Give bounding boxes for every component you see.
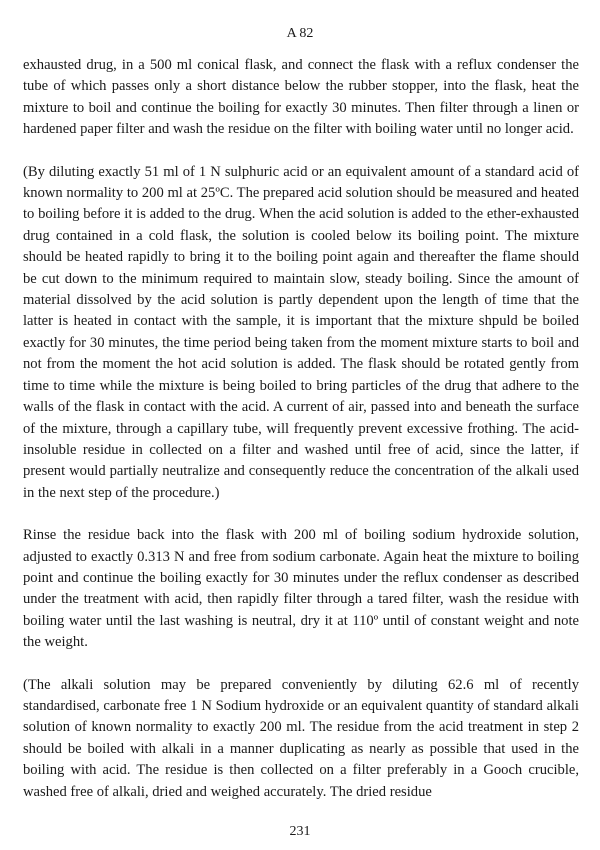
document-body bbox=[23, 55, 579, 824]
page-header-code: A 82 bbox=[286, 26, 314, 41]
paragraph-alkali-treatment-step: Rinse the residue back into the flask with 200 ml of boiling sodium hydroxide solution, adjusted to exactly 0.313 N and free from sodium carbonate. Again heat the mixture to boiling point and continue the boiling exactly for 30 minutes under the reflux condenser as described under the treatment with acid, then rapidly filter through a tared filter, wash the residue with boiling water until the last washing is neutral, dry it at 110º until of constant weight and note the weight. bbox=[23, 527, 579, 651]
page-number: 231 bbox=[289, 824, 311, 839]
paragraph-alkali-solution-note: (The alkali solution may be prepared conveniently by diluting 62.6 ml of recently standardised, carbonate free 1 N Sodium hydroxide or an equivalent quantity of standard alkali solution of known normality to exactly 200 ml. The residue from the acid treatment in step 2 should be boiled with alkali in a manner duplicating as nearly as possible that used in the boiling with acid. The residue is then collected on a filter preferably in a Gooch crucible, washed free of alkali, dried and weighed accurately. The dried residue bbox=[23, 676, 579, 800]
paragraph-acid-solution-note: (By diluting exactly 51 ml of 1 N sulphuric acid or an equivalent amount of a standard acid of known normality to 200 ml at 25ºC. The prepared acid solution should be measured and heated to boiling before it is added to the drug. When the acid solution is added to the ether-exhausted drug contained in a cold flask, the solution is cooled below its boiling point. The mixture should be heated rapidly to bring it to the boiling point again and thereafter the flame should be cut down to the minimum required to maintain slow, steady boiling. Since the amount of material dissolved by the acid solution is partly dependent upon the length of time that the latter is heated in contact with the sample, it is important that the mixture shpuld be boiled exactly for 30 minutes, the time period being taken from the moment mixture starts to boil and not from the moment the hot acid solution is added. The flask should be rotated gently from time to time while the mixture is being boiled to bring particles of the drug that adhere to the walls of the flask in contact with the acid. A current of air, passed into and beneath the surface of the mixture, through a capillary tube, will frequently prevent excessive frothing. The acid-insoluble residue in collected on a filter and washed until free of acid, since the latter, if present would partially neutralize and consequently reduce the concentration of the alkali used in the next step of the procedure.) bbox=[23, 163, 579, 501]
paragraph-filtration-step: exhausted drug, in a 500 ml conical flask, and connect the flask with a reflux condenser the tube of which passes only a short distance below the rubber stopper, into the flask, heat the mixture to boil and continue the boiling for exactly 30 minutes. Then filter through a linen or hardened paper filter and wash the residue on the filter with boiling water until no longer acid. bbox=[23, 57, 579, 138]
